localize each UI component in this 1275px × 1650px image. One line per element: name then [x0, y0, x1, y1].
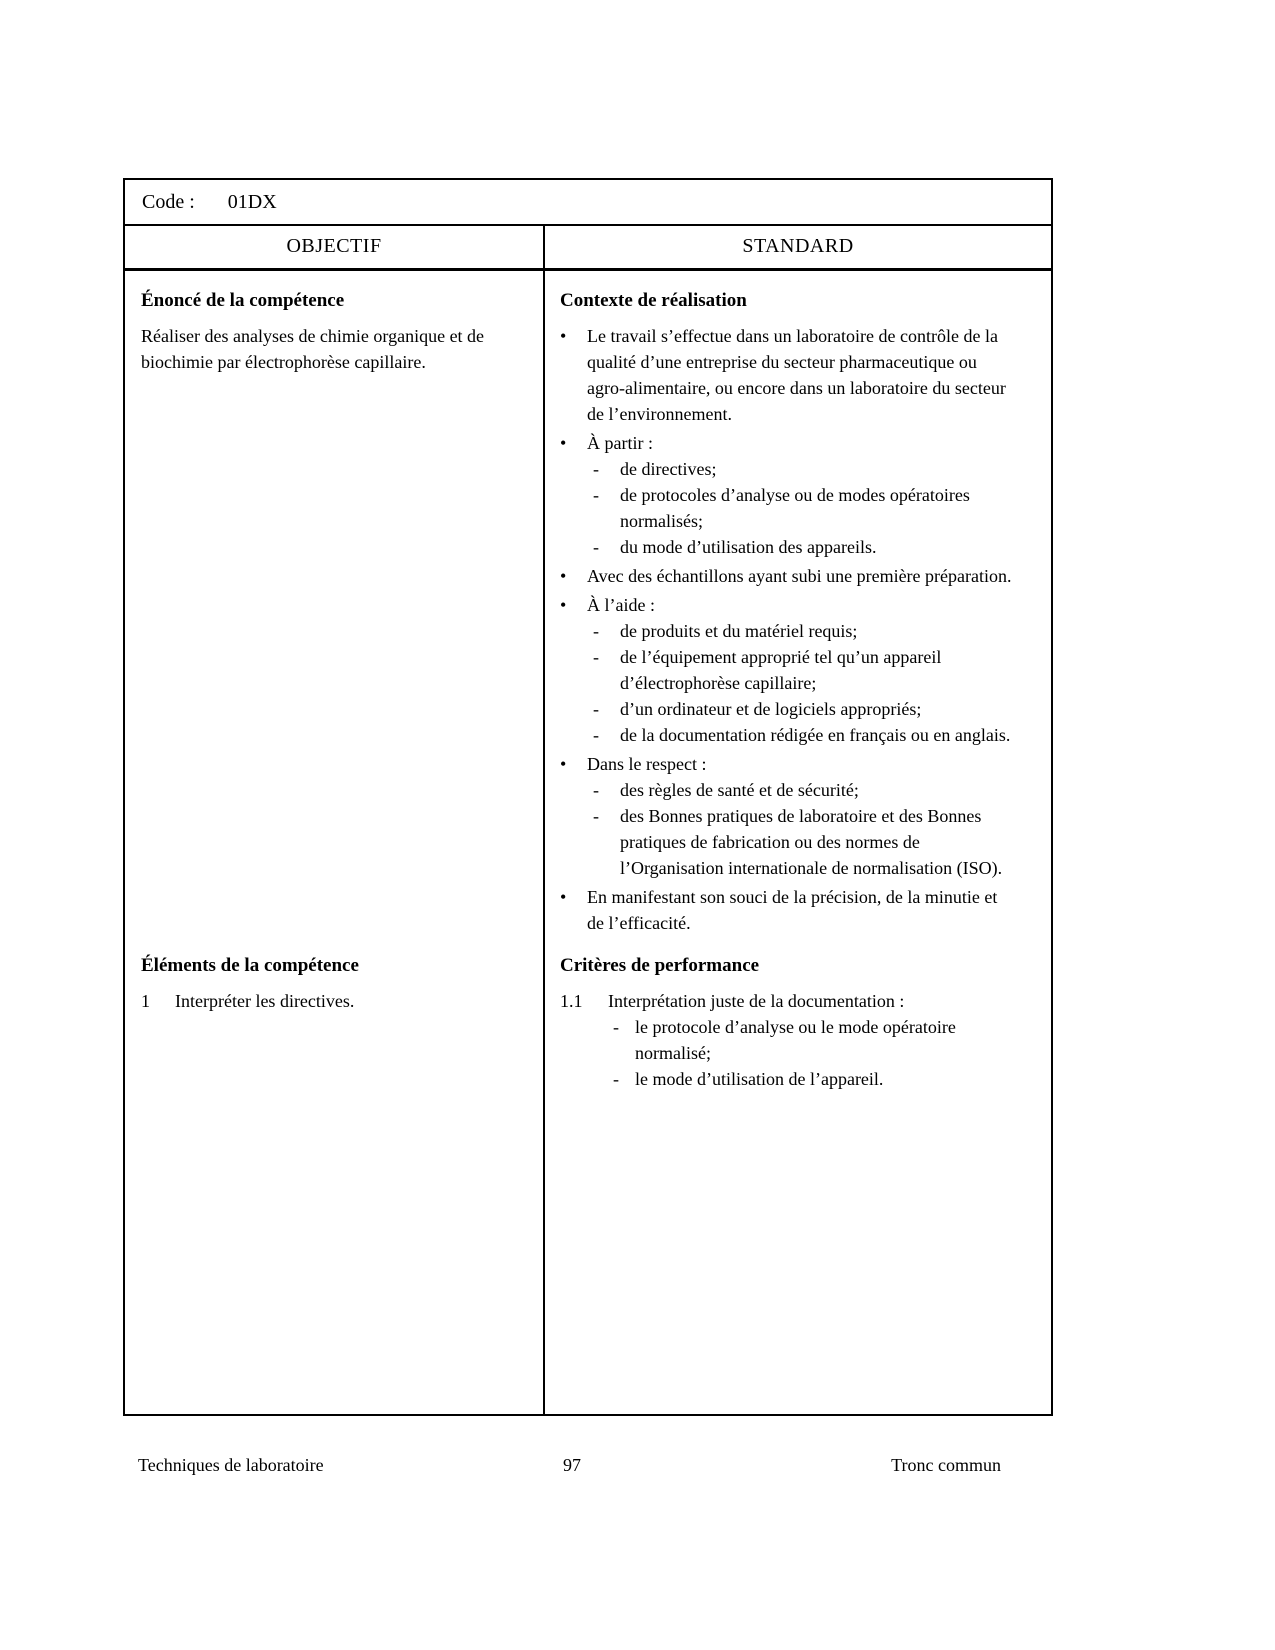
dash-marker: - [593, 806, 599, 826]
sub-item [593, 482, 1017, 534]
section-elements [125, 936, 543, 1414]
sub-item-text: des règles de santé et de sécurité; [620, 780, 859, 800]
sub-item [593, 696, 1017, 722]
element-number: 1 [141, 991, 150, 1011]
section-enonce [125, 271, 543, 936]
code-label: Code : [142, 191, 195, 213]
code-value: 01DX [227, 191, 277, 213]
enonce-text: Réaliser des analyses de chimie organique et de biochimie par électrophorèse capillaire. [141, 326, 485, 372]
sub-item [593, 644, 1017, 696]
dash-marker: - [593, 537, 599, 557]
sub-item [593, 456, 1017, 482]
code-row [125, 180, 1051, 226]
dash-marker: - [593, 647, 599, 667]
bullet-item [560, 884, 1017, 936]
dash-marker: - [593, 621, 599, 641]
bullet-text: À partir : [587, 433, 653, 453]
sub-item-text: le protocole d’analyse ou le mode opératoire normalisé; [635, 1017, 956, 1063]
bullet-text: En manifestant son souci de la précision, de la minutie et de l’efficacité. [587, 887, 998, 933]
sub-item [613, 1014, 1017, 1066]
criterion-number: 1.1 [560, 991, 583, 1011]
dash-marker: - [593, 725, 599, 745]
competency-table [123, 178, 1053, 1416]
sub-item-text: le mode d’utilisation de l’appareil. [635, 1069, 884, 1089]
table-header-row [125, 226, 1051, 271]
sub-item-text: de protocoles d’analyse ou de modes opératoires normalisés; [620, 485, 970, 531]
bullet-item [560, 592, 1017, 748]
element-item [141, 988, 529, 1014]
column-header-objectif: OBJECTIF [286, 235, 382, 257]
element-text: Interpréter les directives. [175, 991, 355, 1011]
footer-document-title: Techniques de laboratoire [138, 1455, 324, 1475]
footer-page-number: 97 [563, 1455, 581, 1475]
sub-item-text: des Bonnes pratiques de laboratoire et des Bonnes pratiques de fabrication ou des normes de l’Organisation internationale de normalisation (ISO). [620, 806, 1003, 878]
sub-item-text: du mode d’utilisation des appareils. [620, 537, 877, 557]
bullet-marker: • [560, 433, 567, 453]
dash-marker: - [593, 699, 599, 719]
sub-item [593, 777, 1017, 803]
bullet-item [560, 430, 1017, 560]
page-footer [123, 1452, 1053, 1480]
footer-section-label: Tronc commun [891, 1455, 1001, 1475]
sub-item-text: de directives; [620, 459, 717, 479]
section-title-contexte: Contexte de réalisation [560, 290, 747, 311]
sub-item-text: d’un ordinateur et de logiciels appropriés; [620, 699, 922, 719]
sub-item-text: de produits et du matériel requis; [620, 621, 858, 641]
sub-item-text: de l’équipement approprié tel qu’un appareil d’électrophorèse capillaire; [620, 647, 942, 693]
bullet-marker: • [560, 887, 567, 907]
criterion-text: Interprétation juste de la documentation : [608, 991, 905, 1011]
bullet-item [560, 323, 1017, 427]
sub-item [593, 803, 1017, 881]
bullet-marker: • [560, 595, 567, 615]
bullet-marker: • [560, 754, 567, 774]
sub-item [593, 722, 1017, 748]
bullet-text: Avec des échantillons ayant subi une première préparation. [587, 566, 1012, 586]
criterion-item [560, 988, 1017, 1092]
sub-item [593, 618, 1017, 644]
sub-item [593, 534, 1017, 560]
bullet-marker: • [560, 326, 567, 346]
bullet-item [560, 751, 1017, 881]
section-contexte [543, 271, 1051, 936]
dash-marker: - [613, 1017, 619, 1037]
section-criteres [543, 936, 1051, 1414]
column-header-standard: STANDARD [543, 226, 1051, 268]
sub-item-text: de la documentation rédigée en français ou en anglais. [620, 725, 1011, 745]
dash-marker: - [593, 459, 599, 479]
section-title-enonce: Énoncé de la compétence [141, 290, 345, 311]
bullet-text: À l’aide : [587, 595, 655, 615]
bullet-text: Le travail s’effectue dans un laboratoire de contrôle de la qualité d’une entreprise du secteur pharmaceutique ou agro-alimentaire, ou encore dans un laboratoire du secteur de l’environnement. [587, 326, 1006, 424]
table-body [125, 271, 1051, 1414]
bullet-item [560, 563, 1017, 589]
section-title-elements: Éléments de la compétence [141, 955, 359, 976]
bullet-marker: • [560, 566, 567, 586]
section-title-criteres: Critères de performance [560, 955, 760, 976]
sub-item [613, 1066, 1017, 1092]
dash-marker: - [593, 485, 599, 505]
dash-marker: - [593, 780, 599, 800]
bullet-text: Dans le respect : [587, 754, 707, 774]
dash-marker: - [613, 1069, 619, 1089]
